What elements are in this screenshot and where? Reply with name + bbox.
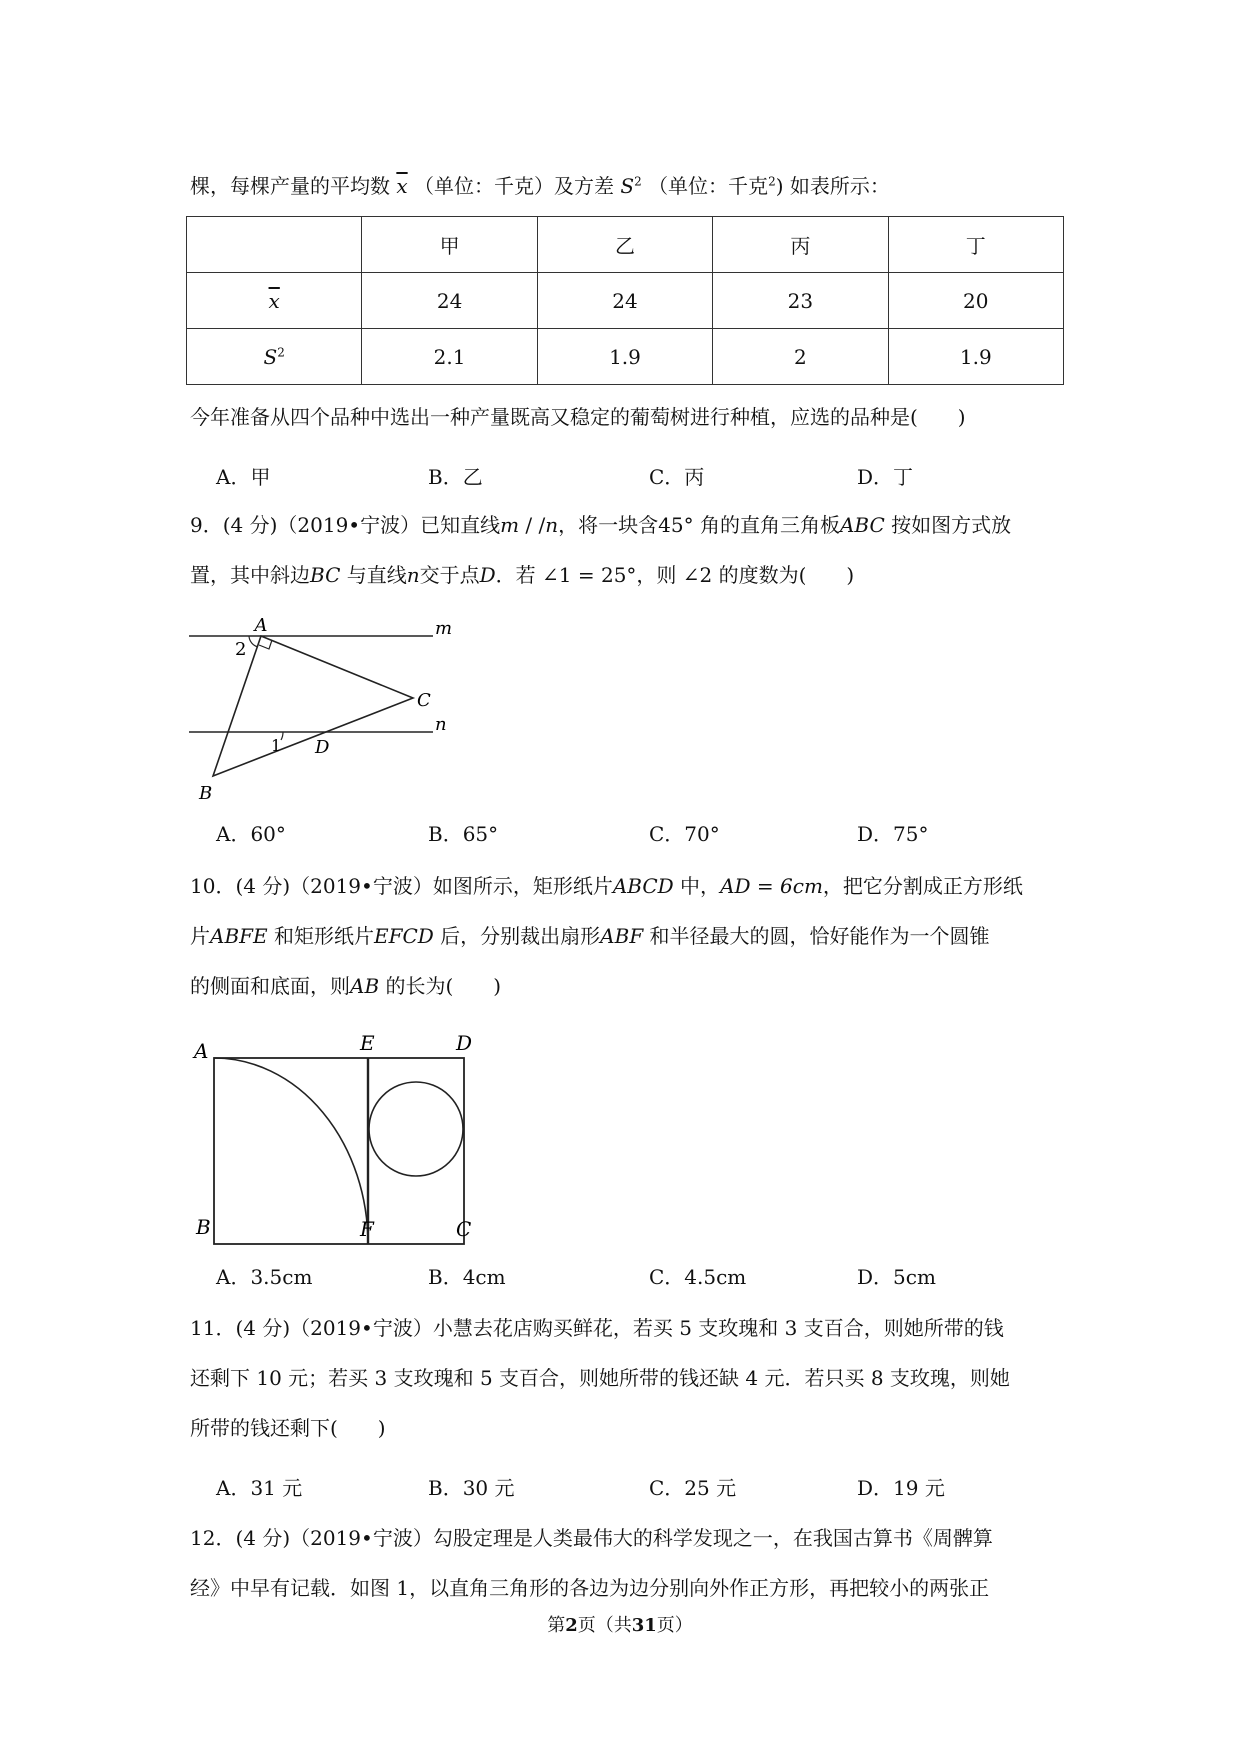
inscribed-circle	[369, 1082, 463, 1176]
q9-n: n	[545, 513, 559, 537]
q9-figure	[185, 612, 455, 812]
q9-text: 置，其中斜边	[190, 563, 310, 587]
q10-text: 中，	[673, 874, 721, 898]
q9-n: n	[406, 563, 420, 587]
q9-text: / /	[519, 513, 546, 537]
variance-label: S	[263, 344, 278, 369]
unit-sup: 2	[768, 174, 776, 189]
q10-line-1	[190, 872, 1023, 900]
label-1: 1	[271, 736, 282, 755]
q10-option-c[interactable]: C．4.5cm	[649, 1265, 747, 1289]
q10-efcd: EFCD	[373, 924, 434, 948]
table-cell: 1.9	[888, 329, 1063, 385]
q9-option-a[interactable]: A．60°	[216, 822, 286, 846]
q10-abfe: ABFE	[210, 924, 268, 948]
q9-text: ，将一块含45° 角的直角三角板	[558, 513, 840, 537]
q8-stem: 今年准备从四个品种中选出一种产量既高又稳定的葡萄树进行种植，应选的品种是( )	[190, 405, 966, 429]
q9-text: 与直线	[340, 563, 407, 587]
q9-text: 交于点	[419, 563, 480, 587]
variance-symbol: S	[620, 174, 635, 198]
table-cell: 2	[713, 329, 888, 385]
q10-ab: AB	[350, 974, 380, 998]
table-header-row	[187, 217, 1064, 273]
table-cell: 甲	[362, 217, 537, 273]
q8-option-a[interactable]: A．甲	[216, 465, 271, 489]
q10-line-3	[190, 972, 501, 1000]
table-cell: 1.9	[537, 329, 712, 385]
table-cell: 20	[888, 273, 1063, 329]
table-cell	[187, 329, 362, 385]
q9-option-c[interactable]: C．70°	[649, 822, 720, 846]
q9-line-2	[190, 561, 854, 589]
footer-text: 页）	[656, 1615, 693, 1636]
q9-line-1	[190, 511, 1011, 539]
table-row-mean	[187, 273, 1064, 329]
q11-line-3: 所带的钱还剩下( )	[190, 1416, 386, 1440]
label-c: C	[456, 1217, 472, 1241]
sector-arc-abf	[214, 1058, 368, 1244]
rect-abcd	[214, 1058, 464, 1244]
intro-text-3: （单位：千克	[648, 174, 769, 198]
intro-text-2: （单位：千克）及方差	[414, 174, 614, 198]
angle-2-arc	[249, 636, 258, 647]
label-c: C	[417, 690, 431, 711]
label-m: m	[435, 618, 453, 639]
table-cell	[187, 273, 362, 329]
q10-abf: ABF	[600, 924, 644, 948]
footer-text: 页（共	[577, 1615, 632, 1636]
label-a: A	[194, 1039, 209, 1063]
q10-text: 的长为( )	[379, 974, 502, 998]
variance-label-sup: 2	[277, 344, 285, 359]
q9-option-d[interactable]: D．75°	[857, 822, 929, 846]
q12-line-1: 12．(4 分)（2019•宁波）勾股定理是人类最伟大的科学发现之一，在我国古算书《周髀算	[190, 1526, 993, 1550]
q10-option-a[interactable]: A．3.5cm	[216, 1265, 313, 1289]
q8-option-c[interactable]: C．丙	[649, 465, 705, 489]
q8-option-d[interactable]: D．丁	[857, 465, 914, 489]
q11-line-1: 11．(4 分)（2019•宁波）小慧去花店购买鲜花，若买 5 支玫瑰和 3 支百合，则她所带的钱	[190, 1316, 1004, 1340]
intro-line	[190, 172, 890, 200]
q9-option-b[interactable]: B．65°	[428, 822, 499, 846]
total-pages: 31	[631, 1615, 657, 1636]
q11-option-c[interactable]: C．25 元	[649, 1476, 737, 1500]
q10-text: 后，分别裁出扇形	[433, 924, 601, 948]
mean-symbol: $\overline{x}$	[396, 174, 408, 198]
table-cell: 2.1	[362, 329, 537, 385]
q9-m: m	[500, 513, 520, 537]
label-a: A	[254, 615, 268, 636]
q10-text: 和矩形纸片	[267, 924, 374, 948]
label-d: D	[315, 737, 330, 758]
label-b: B	[199, 783, 213, 804]
label-f: F	[360, 1217, 374, 1241]
table-cell: 丙	[713, 217, 888, 273]
q9-d: D	[479, 563, 496, 587]
intro-text-1: 棵，每棵产量的平均数	[190, 174, 390, 198]
q11-option-a[interactable]: A．31 元	[216, 1476, 303, 1500]
right-angle-mark	[259, 640, 272, 649]
q10-text: 的侧面和底面，则	[190, 974, 350, 998]
label-b: B	[196, 1215, 211, 1239]
table-cell: 24	[362, 273, 537, 329]
stats-table	[186, 216, 1064, 385]
q9-abc: ABC	[839, 513, 885, 537]
q10-option-b[interactable]: B．4cm	[428, 1265, 506, 1289]
page-number: 2	[565, 1615, 578, 1636]
q10-option-d[interactable]: D．5cm	[857, 1265, 936, 1289]
page-footer	[0, 1614, 1240, 1638]
q9-text: ．若 ∠1 = 25°，则 ∠2 的度数为( )	[495, 563, 855, 587]
q9-text: 9．(4 分)（2019•宁波）已知直线	[190, 513, 501, 537]
table-cell: 丁	[888, 217, 1063, 273]
label-d: D	[456, 1031, 473, 1055]
q10-line-2	[190, 922, 990, 950]
q10-abcd: ABCD	[612, 874, 674, 898]
table-cell: 23	[713, 273, 888, 329]
table-cell	[187, 217, 362, 273]
q8-option-b[interactable]: B．乙	[428, 465, 483, 489]
q11-line-2: 还剩下 10 元；若买 3 支玫瑰和 5 支百合，则她所带的钱还缺 4 元．若只买 8 支玫瑰，则她	[190, 1366, 1010, 1390]
mean-label: $\overline{x}$	[268, 288, 280, 313]
q10-ad: AD = 6cm	[720, 874, 823, 898]
q10-figure	[190, 1028, 490, 1248]
q9-bc: BC	[310, 563, 341, 587]
label-e: E	[360, 1031, 375, 1055]
table-row-variance	[187, 329, 1064, 385]
q10-text: 片	[190, 924, 210, 948]
q11-option-b[interactable]: B．30 元	[428, 1476, 515, 1500]
table-cell: 乙	[537, 217, 712, 273]
variance-sup: 2	[634, 174, 642, 189]
angle-1-arc	[281, 732, 283, 740]
label-n: n	[435, 714, 447, 735]
q10-text: 和半径最大的圆，恰好能作为一个圆锥	[643, 924, 990, 948]
table-cell: 24	[537, 273, 712, 329]
q11-option-d[interactable]: D．19 元	[857, 1476, 945, 1500]
q10-text: 10．(4 分)（2019•宁波）如图所示，矩形纸片	[190, 874, 613, 898]
q9-text: 按如图方式放	[884, 513, 1012, 537]
footer-text: 第	[547, 1615, 566, 1636]
q12-line-2: 经》中早有记载．如图 1，以直角三角形的各边为边分别向外作正方形，再把较小的两张正	[190, 1576, 990, 1600]
intro-text-4: ) 如表所示：	[775, 174, 890, 198]
q10-text: ，把它分割成正方形纸	[822, 874, 1023, 898]
label-2: 2	[235, 639, 247, 660]
